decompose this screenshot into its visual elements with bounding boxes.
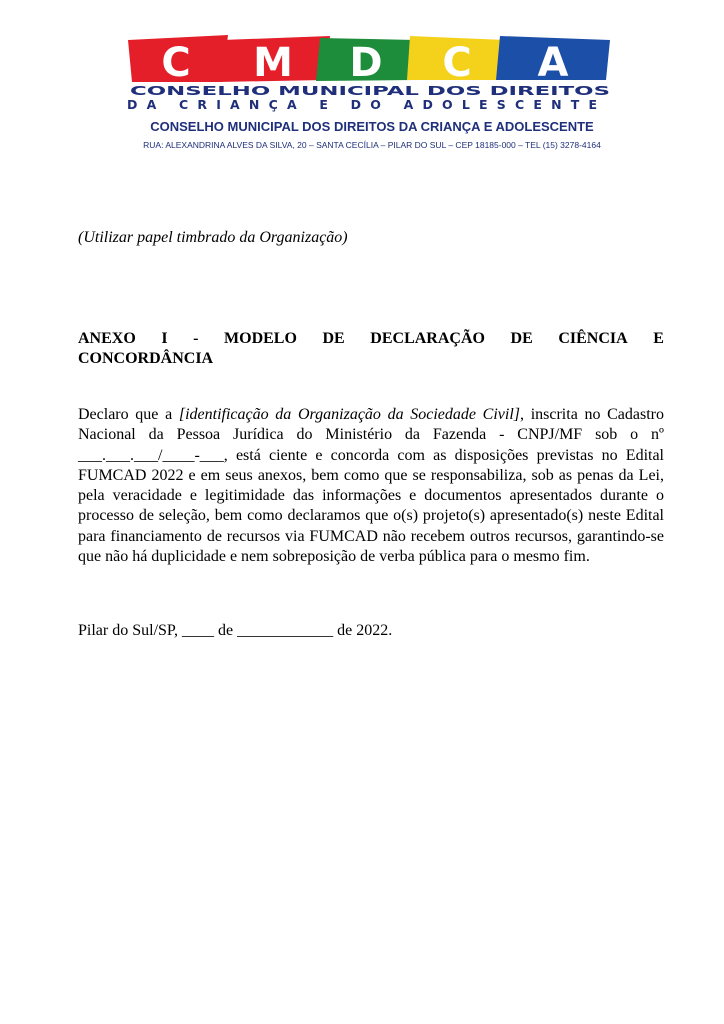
annex-word: MODELO — [224, 330, 297, 347]
annex-title — [78, 329, 664, 369]
declaration-placeholder: [identificação da Organização da Sociedade Civil] — [178, 406, 521, 423]
annex-word: - — [193, 330, 199, 347]
annex-word: E — [653, 330, 664, 347]
declaration-rest: , inscrita no Cadastro Nacional da Pessoa Jurídica do Ministério da Fazenda - CNPJ/MF sob o nº ___.___.___/____-___, está ciente e concorda com as disposições previstas no Edital FUMCAD 2022 e em seus anexos, bem como que se responsabiliza, sob as penas da Lei, pela veracidade e legitimidade das informações e documentos apresentados durante o processo de seleção, bem como declaramos que o(s) projeto(s) apresentado(s) neste Edital para financiamento de recursos via FUMCAD não recebem outros recursos, garantindo-se que não há duplicidade e nem sobreposição de verba pública para o mesmo fim. — [78, 406, 665, 566]
organization-title: CONSELHO MUNICIPAL DOS DIREITOS DA CRIANÇA E ADOLESCENTE — [150, 119, 594, 134]
cmdca-logo — [120, 30, 620, 112]
declaration-paragraph — [78, 405, 664, 567]
organization-address: RUA: ALEXANDRINA ALVES DA SILVA, 20 – SANTA CECÍLIA – PILAR DO SUL – CEP 18185-000 – TEL (15) 3278-4164 — [143, 140, 601, 150]
logo-letter: C — [442, 40, 472, 86]
letterhead-note: (Utilizar papel timbrado da Organização) — [78, 229, 348, 246]
annex-title-line-2: CONCORDÂNCIA — [78, 350, 214, 367]
logo-letter: M — [253, 40, 293, 86]
logo-subtitle-2: DA CRIANÇA E DO ADOLESCENTE — [126, 97, 597, 112]
logo-letter: D — [349, 40, 383, 86]
date-line: Pilar do Sul/SP, ____ de ____________ de 2022. — [78, 622, 393, 639]
annex-word: DE — [322, 330, 345, 347]
declaration-intro: Declaro que a — [78, 406, 179, 423]
annex-word: CIÊNCIA — [558, 330, 628, 347]
annex-word: DE — [510, 330, 533, 347]
logo-letter: C — [161, 40, 191, 86]
logo-subtitle-1: CONSELHO MUNICIPAL DOS DIREITOS — [130, 83, 610, 98]
annex-word: ANEXO — [78, 330, 136, 347]
annex-title-line-1 — [78, 329, 664, 349]
annex-word: DECLARAÇÃO — [370, 330, 485, 347]
logo-letter: A — [537, 40, 569, 86]
annex-word: I — [161, 330, 168, 347]
